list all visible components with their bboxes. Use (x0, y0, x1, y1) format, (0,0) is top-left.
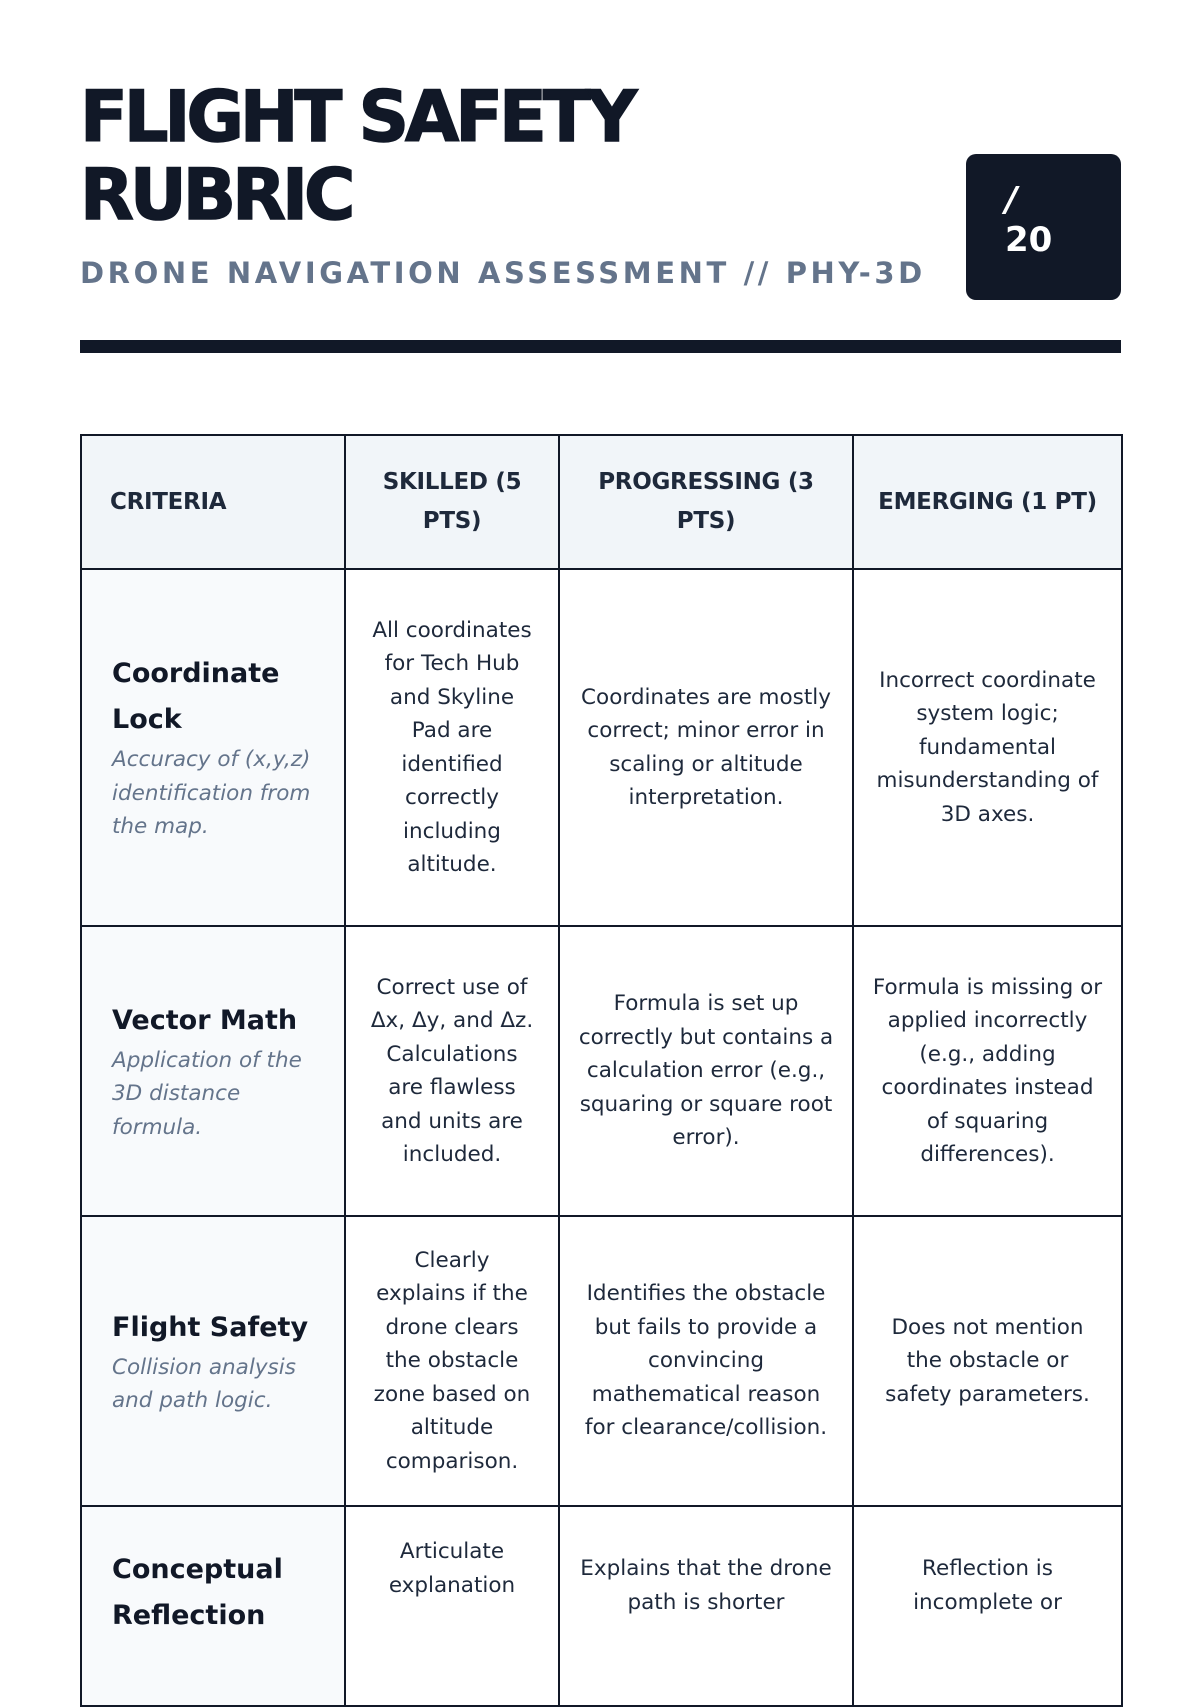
progressing-cell: Coordinates are mostly correct; minor error in scaling or altitude interpretation. (559, 569, 853, 926)
table-row (81, 926, 1122, 1216)
criteria-cell (81, 1216, 345, 1506)
criteria-title: Coordinate Lock (112, 658, 280, 736)
header-progressing: PROGRESSING (3 PTS) (559, 435, 853, 569)
criteria-cell (81, 1506, 345, 1706)
rubric-table (80, 434, 1123, 1707)
criteria-cell (81, 926, 345, 1216)
score-box (966, 154, 1121, 300)
progressing-cell: Identifies the obstacle but fails to provide a convincing mathematical reason for clearance/collision. (559, 1216, 853, 1506)
criteria-title: Conceptual Reflection (112, 1554, 283, 1631)
header-divider (80, 340, 1121, 353)
table-row (81, 1216, 1122, 1506)
header-skilled: SKILLED (5 PTS) (345, 435, 559, 569)
skilled-cell: Articulate explanation (345, 1506, 559, 1706)
skilled-cell: Correct use of Δx, Δy, and Δz. Calculations are flawless and units are included. (345, 926, 559, 1216)
criteria-description: Accuracy of (x,y,z) identification from the map. (112, 747, 311, 840)
emerging-cell: Incorrect coordinate system logic; fundamental misunderstanding of 3D axes. (853, 569, 1122, 926)
header-criteria: CRITERIA (81, 435, 345, 569)
criteria-title: Vector Math (112, 1004, 298, 1036)
page-subtitle: DRONE NAVIGATION ASSESSMENT // PHY-3D (80, 256, 926, 290)
skilled-cell: Clearly explains if the drone clears the obstacle zone based on altitude comparison. (345, 1216, 559, 1506)
emerging-cell: Does not mention the obstacle or safety parameters. (853, 1216, 1122, 1506)
progressing-cell: Explains that the drone path is shorter (559, 1506, 853, 1706)
header-emerging: EMERGING (1 PT) (853, 435, 1122, 569)
skilled-cell: All coordinates for Tech Hub and Skyline Pad are identified correctly including altitude. (345, 569, 559, 926)
header-row (81, 435, 1122, 569)
emerging-cell: Reflection is incomplete or (853, 1506, 1122, 1706)
criteria-description: Application of the 3D distance formula. (112, 1047, 302, 1140)
score-slash: / (1005, 180, 1018, 220)
table-row (81, 1506, 1122, 1706)
criteria-description: Collision analysis and path logic. (112, 1354, 296, 1413)
score-total: 20 (1005, 220, 1053, 260)
table-row (81, 569, 1122, 926)
progressing-cell: Formula is set up correctly but contains a calculation error (e.g., squaring or square root error). (559, 926, 853, 1216)
page-title: FLIGHT SAFETY RUBRIC (80, 76, 634, 236)
criteria-cell (81, 569, 345, 926)
criteria-title: Flight Safety (112, 1311, 309, 1343)
emerging-cell: Formula is missing or applied incorrectly (e.g., adding coordinates instead of squaring differences). (853, 926, 1122, 1216)
